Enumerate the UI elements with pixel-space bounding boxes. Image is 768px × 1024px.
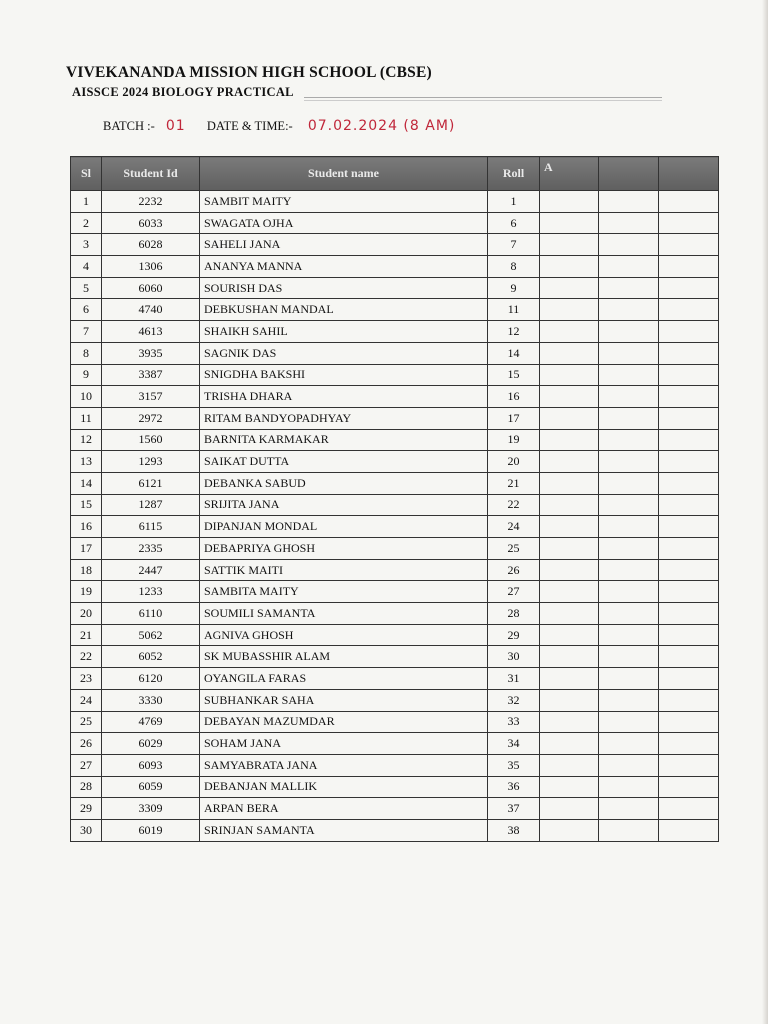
exam-title: AISSCE 2024 BIOLOGY PRACTICAL: [72, 85, 294, 99]
cell-roll: 14: [488, 342, 540, 364]
cell-student-id: 6121: [102, 472, 200, 494]
table-row: [71, 516, 719, 538]
cell-blank-1: [599, 668, 659, 690]
cell-blank-1: [599, 342, 659, 364]
table-row: [71, 581, 719, 603]
cell-roll: 37: [488, 798, 540, 820]
cell-sl: 9: [71, 364, 102, 386]
cell-student-name: DIPANJAN MONDAL: [200, 516, 488, 538]
cell-roll: 16: [488, 386, 540, 408]
cell-blank-2: [659, 407, 719, 429]
cell-student-name: DEBANKA SABUD: [200, 472, 488, 494]
table-row: [71, 234, 719, 256]
cell-blank-1: [599, 819, 659, 841]
cell-sl: 3: [71, 234, 102, 256]
cell-sl: 27: [71, 754, 102, 776]
cell-blank-2: [659, 277, 719, 299]
table-row: [71, 321, 719, 343]
cell-blank-1: [599, 798, 659, 820]
cell-student-id: 2447: [102, 559, 200, 581]
table-row: [71, 711, 719, 733]
cell-student-id: 6033: [102, 212, 200, 234]
cell-student-id: 6028: [102, 234, 200, 256]
cell-blank-2: [659, 256, 719, 278]
cell-sl: 11: [71, 407, 102, 429]
table-body: [71, 191, 719, 842]
cell-sl: 4: [71, 256, 102, 278]
cell-student-id: 6115: [102, 516, 200, 538]
table-row: [71, 624, 719, 646]
cell-sl: 13: [71, 451, 102, 473]
cell-a: [540, 624, 599, 646]
cell-blank-2: [659, 711, 719, 733]
cell-blank-2: [659, 603, 719, 625]
cell-blank-1: [599, 191, 659, 213]
cell-a: [540, 494, 599, 516]
cell-student-name: RITAM BANDYOPADHYAY: [200, 407, 488, 429]
cell-a: [540, 191, 599, 213]
cell-student-id: 2972: [102, 407, 200, 429]
cell-sl: 10: [71, 386, 102, 408]
cell-student-id: 5062: [102, 624, 200, 646]
cell-sl: 14: [71, 472, 102, 494]
cell-blank-2: [659, 494, 719, 516]
cell-student-id: 6093: [102, 754, 200, 776]
table-row: [71, 472, 719, 494]
cell-blank-1: [599, 472, 659, 494]
cell-sl: 15: [71, 494, 102, 516]
cell-blank-1: [599, 451, 659, 473]
cell-roll: 26: [488, 559, 540, 581]
cell-sl: 29: [71, 798, 102, 820]
table-row: [71, 668, 719, 690]
cell-student-name: SOUMILI SAMANTA: [200, 603, 488, 625]
cell-student-id: 4613: [102, 321, 200, 343]
cell-blank-1: [599, 234, 659, 256]
cell-blank-1: [599, 559, 659, 581]
cell-blank-2: [659, 321, 719, 343]
cell-blank-2: [659, 212, 719, 234]
cell-blank-1: [599, 256, 659, 278]
cell-student-id: 1293: [102, 451, 200, 473]
cell-roll: 34: [488, 733, 540, 755]
cell-roll: 21: [488, 472, 540, 494]
table-row: [71, 559, 719, 581]
cell-a: [540, 819, 599, 841]
cell-roll: 28: [488, 603, 540, 625]
cell-roll: 17: [488, 407, 540, 429]
cell-sl: 21: [71, 624, 102, 646]
table-row: [71, 277, 719, 299]
cell-student-name: DEBAYAN MAZUMDAR: [200, 711, 488, 733]
cell-roll: 1: [488, 191, 540, 213]
cell-student-id: 6060: [102, 277, 200, 299]
cell-blank-1: [599, 407, 659, 429]
cell-a: [540, 212, 599, 234]
cell-student-id: 1560: [102, 429, 200, 451]
datetime-label: DATE & TIME:-: [206, 119, 293, 133]
cell-roll: 38: [488, 819, 540, 841]
cell-student-id: 6029: [102, 733, 200, 755]
column-header-roll: Roll: [488, 157, 540, 191]
cell-student-id: 1287: [102, 494, 200, 516]
cell-blank-2: [659, 581, 719, 603]
cell-roll: 32: [488, 689, 540, 711]
cell-a: [540, 386, 599, 408]
cell-student-id: 1233: [102, 581, 200, 603]
cell-sl: 19: [71, 581, 102, 603]
table-row: [71, 386, 719, 408]
cell-roll: 29: [488, 624, 540, 646]
cell-student-name: SK MUBASSHIR ALAM: [200, 646, 488, 668]
cell-a: [540, 668, 599, 690]
cell-a: [540, 516, 599, 538]
cell-blank-2: [659, 472, 719, 494]
cell-student-id: 6019: [102, 819, 200, 841]
cell-student-id: 2232: [102, 191, 200, 213]
cell-blank-1: [599, 689, 659, 711]
cell-blank-2: [659, 776, 719, 798]
cell-blank-2: [659, 668, 719, 690]
header-rule: [304, 97, 662, 101]
cell-student-id: 3309: [102, 798, 200, 820]
cell-roll: 8: [488, 256, 540, 278]
cell-blank-2: [659, 646, 719, 668]
table-row: [71, 538, 719, 560]
cell-blank-2: [659, 386, 719, 408]
column-header-a: A: [540, 157, 599, 191]
cell-student-name: SAHELI JANA: [200, 234, 488, 256]
page-edge-shadow: [762, 0, 768, 1024]
cell-a: [540, 299, 599, 321]
cell-sl: 20: [71, 603, 102, 625]
cell-student-name: SOHAM JANA: [200, 733, 488, 755]
cell-a: [540, 277, 599, 299]
cell-roll: 33: [488, 711, 540, 733]
table-header-row: [71, 157, 719, 191]
cell-blank-1: [599, 646, 659, 668]
student-roster-table: [70, 156, 719, 842]
cell-student-name: DEBKUSHAN MANDAL: [200, 299, 488, 321]
cell-a: [540, 538, 599, 560]
table-row: [71, 689, 719, 711]
cell-roll: 30: [488, 646, 540, 668]
cell-blank-2: [659, 538, 719, 560]
cell-student-name: ANANYA MANNA: [200, 256, 488, 278]
cell-blank-1: [599, 212, 659, 234]
cell-blank-2: [659, 451, 719, 473]
cell-a: [540, 776, 599, 798]
cell-a: [540, 559, 599, 581]
cell-student-name: SRIJITA JANA: [200, 494, 488, 516]
cell-student-name: SAIKAT DUTTA: [200, 451, 488, 473]
cell-blank-1: [599, 711, 659, 733]
cell-student-name: AGNIVA GHOSH: [200, 624, 488, 646]
cell-blank-1: [599, 321, 659, 343]
cell-student-name: SRINJAN SAMANTA: [200, 819, 488, 841]
cell-student-id: 6120: [102, 668, 200, 690]
cell-blank-1: [599, 429, 659, 451]
table-row: [71, 342, 719, 364]
cell-roll: 9: [488, 277, 540, 299]
cell-sl: 16: [71, 516, 102, 538]
cell-blank-2: [659, 798, 719, 820]
cell-roll: 20: [488, 451, 540, 473]
cell-sl: 7: [71, 321, 102, 343]
cell-roll: 27: [488, 581, 540, 603]
cell-roll: 36: [488, 776, 540, 798]
table-row: [71, 451, 719, 473]
cell-student-name: TRISHA DHARA: [200, 386, 488, 408]
cell-sl: 6: [71, 299, 102, 321]
cell-blank-1: [599, 299, 659, 321]
cell-blank-1: [599, 494, 659, 516]
table-row: [71, 407, 719, 429]
cell-a: [540, 342, 599, 364]
cell-sl: 30: [71, 819, 102, 841]
cell-sl: 28: [71, 776, 102, 798]
cell-student-name: SWAGATA OJHA: [200, 212, 488, 234]
cell-blank-1: [599, 603, 659, 625]
table-row: [71, 364, 719, 386]
cell-blank-1: [599, 581, 659, 603]
cell-sl: 25: [71, 711, 102, 733]
cell-blank-1: [599, 776, 659, 798]
cell-roll: 31: [488, 668, 540, 690]
table-row: [71, 191, 719, 213]
table-row: [71, 256, 719, 278]
cell-student-name: SAMBITA MAITY: [200, 581, 488, 603]
cell-student-id: 6052: [102, 646, 200, 668]
cell-blank-2: [659, 234, 719, 256]
cell-a: [540, 754, 599, 776]
cell-blank-2: [659, 342, 719, 364]
cell-blank-1: [599, 754, 659, 776]
batch-label: BATCH :-: [103, 119, 155, 133]
cell-blank-2: [659, 733, 719, 755]
cell-student-name: DEBAPRIYA GHOSH: [200, 538, 488, 560]
cell-blank-1: [599, 624, 659, 646]
cell-student-name: SOURISH DAS: [200, 277, 488, 299]
cell-a: [540, 646, 599, 668]
cell-student-id: 6059: [102, 776, 200, 798]
cell-blank-2: [659, 624, 719, 646]
cell-roll: 22: [488, 494, 540, 516]
cell-roll: 19: [488, 429, 540, 451]
cell-a: [540, 711, 599, 733]
cell-blank-2: [659, 689, 719, 711]
cell-student-name: SAGNIK DAS: [200, 342, 488, 364]
cell-student-name: ARPAN BERA: [200, 798, 488, 820]
cell-a: [540, 603, 599, 625]
column-header-student-id: Student Id: [102, 157, 200, 191]
cell-blank-2: [659, 191, 719, 213]
cell-student-name: SAMBIT MAITY: [200, 191, 488, 213]
cell-roll: 6: [488, 212, 540, 234]
cell-student-id: 2335: [102, 538, 200, 560]
cell-sl: 23: [71, 668, 102, 690]
cell-student-name: BARNITA KARMAKAR: [200, 429, 488, 451]
cell-blank-2: [659, 754, 719, 776]
cell-sl: 17: [71, 538, 102, 560]
cell-student-id: 4740: [102, 299, 200, 321]
cell-roll: 7: [488, 234, 540, 256]
cell-blank-1: [599, 733, 659, 755]
cell-student-name: OYANGILA FARAS: [200, 668, 488, 690]
cell-a: [540, 733, 599, 755]
cell-roll: 25: [488, 538, 540, 560]
cell-roll: 15: [488, 364, 540, 386]
cell-student-id: 3935: [102, 342, 200, 364]
cell-student-name: SNIGDHA BAKSHI: [200, 364, 488, 386]
cell-student-id: 3157: [102, 386, 200, 408]
cell-roll: 24: [488, 516, 540, 538]
cell-a: [540, 581, 599, 603]
cell-blank-2: [659, 516, 719, 538]
cell-blank-2: [659, 364, 719, 386]
table-row: [71, 299, 719, 321]
cell-sl: 8: [71, 342, 102, 364]
cell-blank-1: [599, 538, 659, 560]
cell-sl: 2: [71, 212, 102, 234]
cell-student-name: SATTIK MAITI: [200, 559, 488, 581]
cell-blank-1: [599, 364, 659, 386]
datetime-value: 07.02.2024 (8 AM): [307, 118, 456, 134]
cell-sl: 26: [71, 733, 102, 755]
cell-a: [540, 364, 599, 386]
cell-a: [540, 472, 599, 494]
table-row: [71, 733, 719, 755]
cell-a: [540, 234, 599, 256]
cell-sl: 1: [71, 191, 102, 213]
cell-blank-1: [599, 277, 659, 299]
table-row: [71, 212, 719, 234]
cell-blank-2: [659, 559, 719, 581]
cell-blank-2: [659, 819, 719, 841]
column-header-student-name: Student name: [200, 157, 488, 191]
table-row: [71, 646, 719, 668]
cell-a: [540, 407, 599, 429]
table-row: [71, 754, 719, 776]
cell-student-id: 1306: [102, 256, 200, 278]
cell-student-name: SAMYABRATA JANA: [200, 754, 488, 776]
cell-a: [540, 798, 599, 820]
cell-roll: 35: [488, 754, 540, 776]
cell-a: [540, 256, 599, 278]
table-row: [71, 429, 719, 451]
column-header-sl: Sl: [71, 157, 102, 191]
column-header-blank-1: [599, 157, 659, 191]
cell-student-id: 4769: [102, 711, 200, 733]
cell-sl: 22: [71, 646, 102, 668]
cell-roll: 12: [488, 321, 540, 343]
cell-blank-2: [659, 299, 719, 321]
cell-sl: 12: [71, 429, 102, 451]
table-row: [71, 798, 719, 820]
cell-a: [540, 451, 599, 473]
cell-roll: 11: [488, 299, 540, 321]
cell-student-id: 6110: [102, 603, 200, 625]
column-header-blank-2: [659, 157, 719, 191]
cell-a: [540, 689, 599, 711]
cell-student-name: SHAIKH SAHIL: [200, 321, 488, 343]
cell-sl: 18: [71, 559, 102, 581]
cell-blank-2: [659, 429, 719, 451]
table-row: [71, 494, 719, 516]
cell-student-name: DEBANJAN MALLIK: [200, 776, 488, 798]
cell-student-id: 3387: [102, 364, 200, 386]
cell-sl: 24: [71, 689, 102, 711]
cell-sl: 5: [71, 277, 102, 299]
batch-value: 01: [165, 118, 186, 134]
cell-blank-1: [599, 516, 659, 538]
batch-row: [103, 118, 455, 134]
cell-a: [540, 429, 599, 451]
table-row: [71, 776, 719, 798]
school-title: VIVEKANANDA MISSION HIGH SCHOOL (CBSE): [66, 64, 432, 81]
table-row: [71, 819, 719, 841]
cell-a: [540, 321, 599, 343]
cell-student-id: 3330: [102, 689, 200, 711]
cell-blank-1: [599, 386, 659, 408]
table-row: [71, 603, 719, 625]
cell-student-name: SUBHANKAR SAHA: [200, 689, 488, 711]
